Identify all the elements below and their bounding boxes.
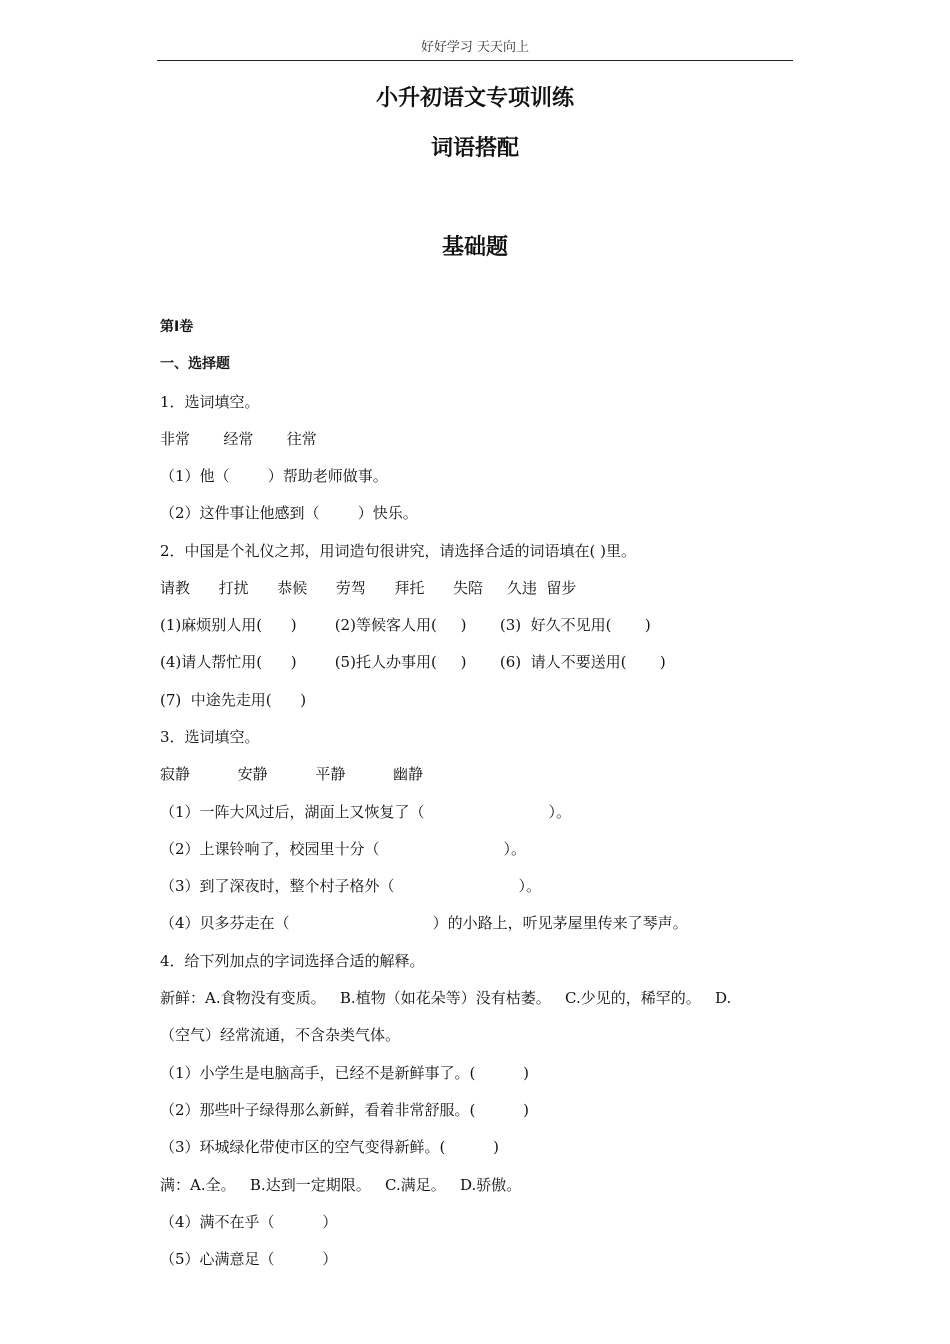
question-3-item-4: （4）贝多芬走在（ ）的小路上，听见茅屋里传来了琴声。	[160, 914, 688, 932]
question-4-item-2: （2）那些叶子绿得那么新鲜，看着非常舒服。( )	[160, 1101, 529, 1119]
question-1-item-2: （2）这件事让他感到（ ）快乐。	[160, 504, 418, 522]
question-1-options: 非常 经常 往常	[160, 430, 317, 448]
question-3-item-1: （1）一阵大风过后，湖面上又恢复了（ ）。	[160, 803, 572, 821]
question-3-options: 寂静 安静 平静 幽静	[160, 765, 424, 783]
question-2-row-2: (4)请人帮忙用( ) (5)托人办事用( ) (6) 请人不要送用( )	[160, 653, 666, 671]
question-1-title: 1．选词填空。	[160, 393, 260, 411]
document-title: 小升初语文专项训练	[375, 86, 574, 111]
definitions-man: 满：A.全。 B.达到一定期限。 C.满足。 D.骄傲。	[160, 1176, 522, 1194]
question-4-item-1: （1）小学生是电脑高手，已经不是新鲜事了。( )	[160, 1064, 529, 1082]
question-2-row-1: (1)麻烦别人用( ) (2)等候客人用( ) (3) 好久不见用( )	[160, 616, 651, 634]
question-4-item-4: （4）满不在乎（ ）	[160, 1213, 338, 1231]
question-2-row-3: (7) 中途先走用( )	[160, 691, 307, 709]
question-1-item-1: （1）他（ ）帮助老师做事。	[160, 467, 388, 485]
question-3-item-3: （3）到了深夜时，整个村子格外（ ）。	[160, 877, 542, 895]
question-2-title: 2．中国是个礼仪之邦，用词造句很讲究，请选择合适的词语填在( )里。	[160, 542, 637, 560]
question-4-item-5: （5）心满意足（ ）	[160, 1250, 338, 1268]
definitions-xinxian-line-2: （空气）经常流通，不含杂类气体。	[160, 1026, 401, 1044]
page-header: 好好学习 天天向上	[157, 38, 793, 61]
section-heading: 一、选择题	[160, 356, 230, 372]
question-2-options: 请教 打扰 恭候 劳驾 拜托 失陪 久违 留步	[160, 579, 577, 597]
volume-label: 第Ⅰ卷	[160, 319, 194, 335]
definitions-xinxian-line-1: 新鲜：A.食物没有变质。 B.植物（如花朵等）没有枯萎。 C.少见的，稀罕的。 D.	[160, 989, 732, 1007]
difficulty-heading: 基础题	[441, 235, 508, 260]
question-3-item-2: （2）上课铃响了，校园里十分（ ）。	[160, 840, 527, 858]
question-4-title: 4．给下列加点的字词选择合适的解释。	[160, 952, 425, 970]
document-subtitle: 词语搭配	[430, 136, 519, 161]
question-3-title: 3．选词填空。	[160, 728, 260, 746]
question-4-item-3: （3）环城绿化带使市区的空气变得新鲜。( )	[160, 1138, 499, 1156]
